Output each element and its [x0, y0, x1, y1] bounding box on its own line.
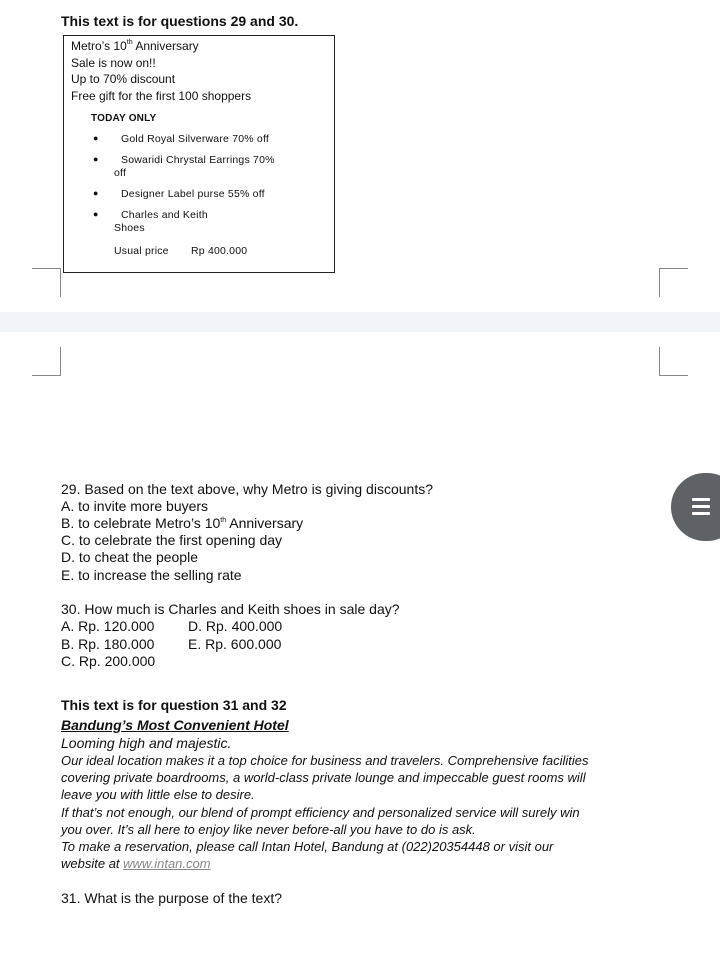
hotel-paragraph-2-line-1: If that’s not enough, our blend of prompt efficiency and personalized service will surely win: [61, 805, 580, 820]
q30-option-c: C. Rp. 200.000: [61, 653, 156, 669]
q29-option-d: D. to cheat the people: [61, 549, 198, 565]
q30-option-b: B. Rp. 180.000: [61, 636, 155, 652]
hotel-website-link[interactable]: www.intan.com: [123, 856, 211, 871]
hotel-paragraph-2-line-2: you over. It’s all here to enjoy like never before-all you have to do is ask.: [61, 822, 476, 837]
ad-sale-line: Sale is now on!!: [71, 56, 156, 70]
hotel-title: Bandung’s Most Convenient Hotel: [61, 717, 289, 733]
hotel-paragraph-1-line-2: covering private boardrooms, a world-class private lounge and impeccable guest rooms will: [61, 770, 586, 785]
hotel-paragraph-1-line-3: leave you with little else to desire.: [61, 787, 255, 802]
crop-mark-icon: [659, 347, 688, 376]
bullet-icon: ●: [93, 209, 99, 219]
ad-discount-line: Up to 70% discount: [71, 72, 176, 86]
q29-30-intro: This text is for questions 29 and 30.: [61, 13, 299, 29]
q31-question: 31. What is the purpose of the text?: [61, 890, 283, 906]
ad-today-only: TODAY ONLY: [91, 113, 157, 124]
q30-option-a: A. Rp. 120.000: [61, 618, 155, 634]
q30-option-d: D. Rp. 400.000: [188, 618, 283, 634]
bullet-icon: ●: [93, 188, 99, 198]
q29-question: 29. Based on the text above, why Metro is giving discounts?: [61, 481, 433, 497]
q31-32-intro: This text is for question 31 and 32: [61, 697, 287, 713]
ad-item-4: Charles and Keith: [121, 209, 208, 221]
ad-item-2: Sowaridi Chrystal Earrings 70%: [121, 154, 275, 166]
q30-question: 30. How much is Charles and Keith shoes in sale day?: [61, 601, 400, 617]
ad-item-1: Gold Royal Silverware 70% off: [121, 133, 270, 145]
hotel-paragraph-3-line-2: website at www.intan.com: [61, 856, 211, 871]
ad-item-3: Designer Label purse 55% off: [121, 188, 265, 200]
ad-usual-price-value: Rp 400.000: [191, 245, 248, 257]
page-separator: [0, 312, 720, 332]
bullet-icon: ●: [93, 133, 99, 143]
hotel-paragraph-3-line-1: To make a reservation, please call Intan Hotel, Bandung at (022)20354448 or visit our: [61, 839, 554, 854]
crop-mark-icon: [32, 347, 61, 376]
menu-button[interactable]: [671, 473, 720, 541]
ad-item-4-cont: Shoes: [114, 222, 145, 234]
q29-option-a: A. to invite more buyers: [61, 498, 209, 514]
hotel-tagline: Looming high and majestic.: [61, 735, 232, 751]
hotel-paragraph-1-line-1: Our ideal location makes it a top choice for business and travelers. Comprehensive facilities: [61, 753, 589, 768]
ad-usual-price-label: Usual price: [114, 245, 169, 257]
crop-mark-icon: [32, 268, 61, 297]
q29-option-e: E. to increase the selling rate: [61, 567, 242, 583]
ad-item-2-cont: off: [114, 167, 127, 179]
q29-option-b: B. to celebrate Metro’s 10th Anniversary: [61, 515, 304, 531]
crop-mark-icon: [659, 268, 688, 297]
bullet-icon: ●: [93, 154, 99, 164]
q30-option-e: E. Rp. 600.000: [188, 636, 282, 652]
q29-option-c: C. to celebrate the first opening day: [61, 532, 283, 548]
ad-free-gift-line: Free gift for the first 100 shoppers: [71, 89, 252, 103]
ad-anniversary-line: Metro’s 10th Anniversary: [71, 39, 199, 53]
